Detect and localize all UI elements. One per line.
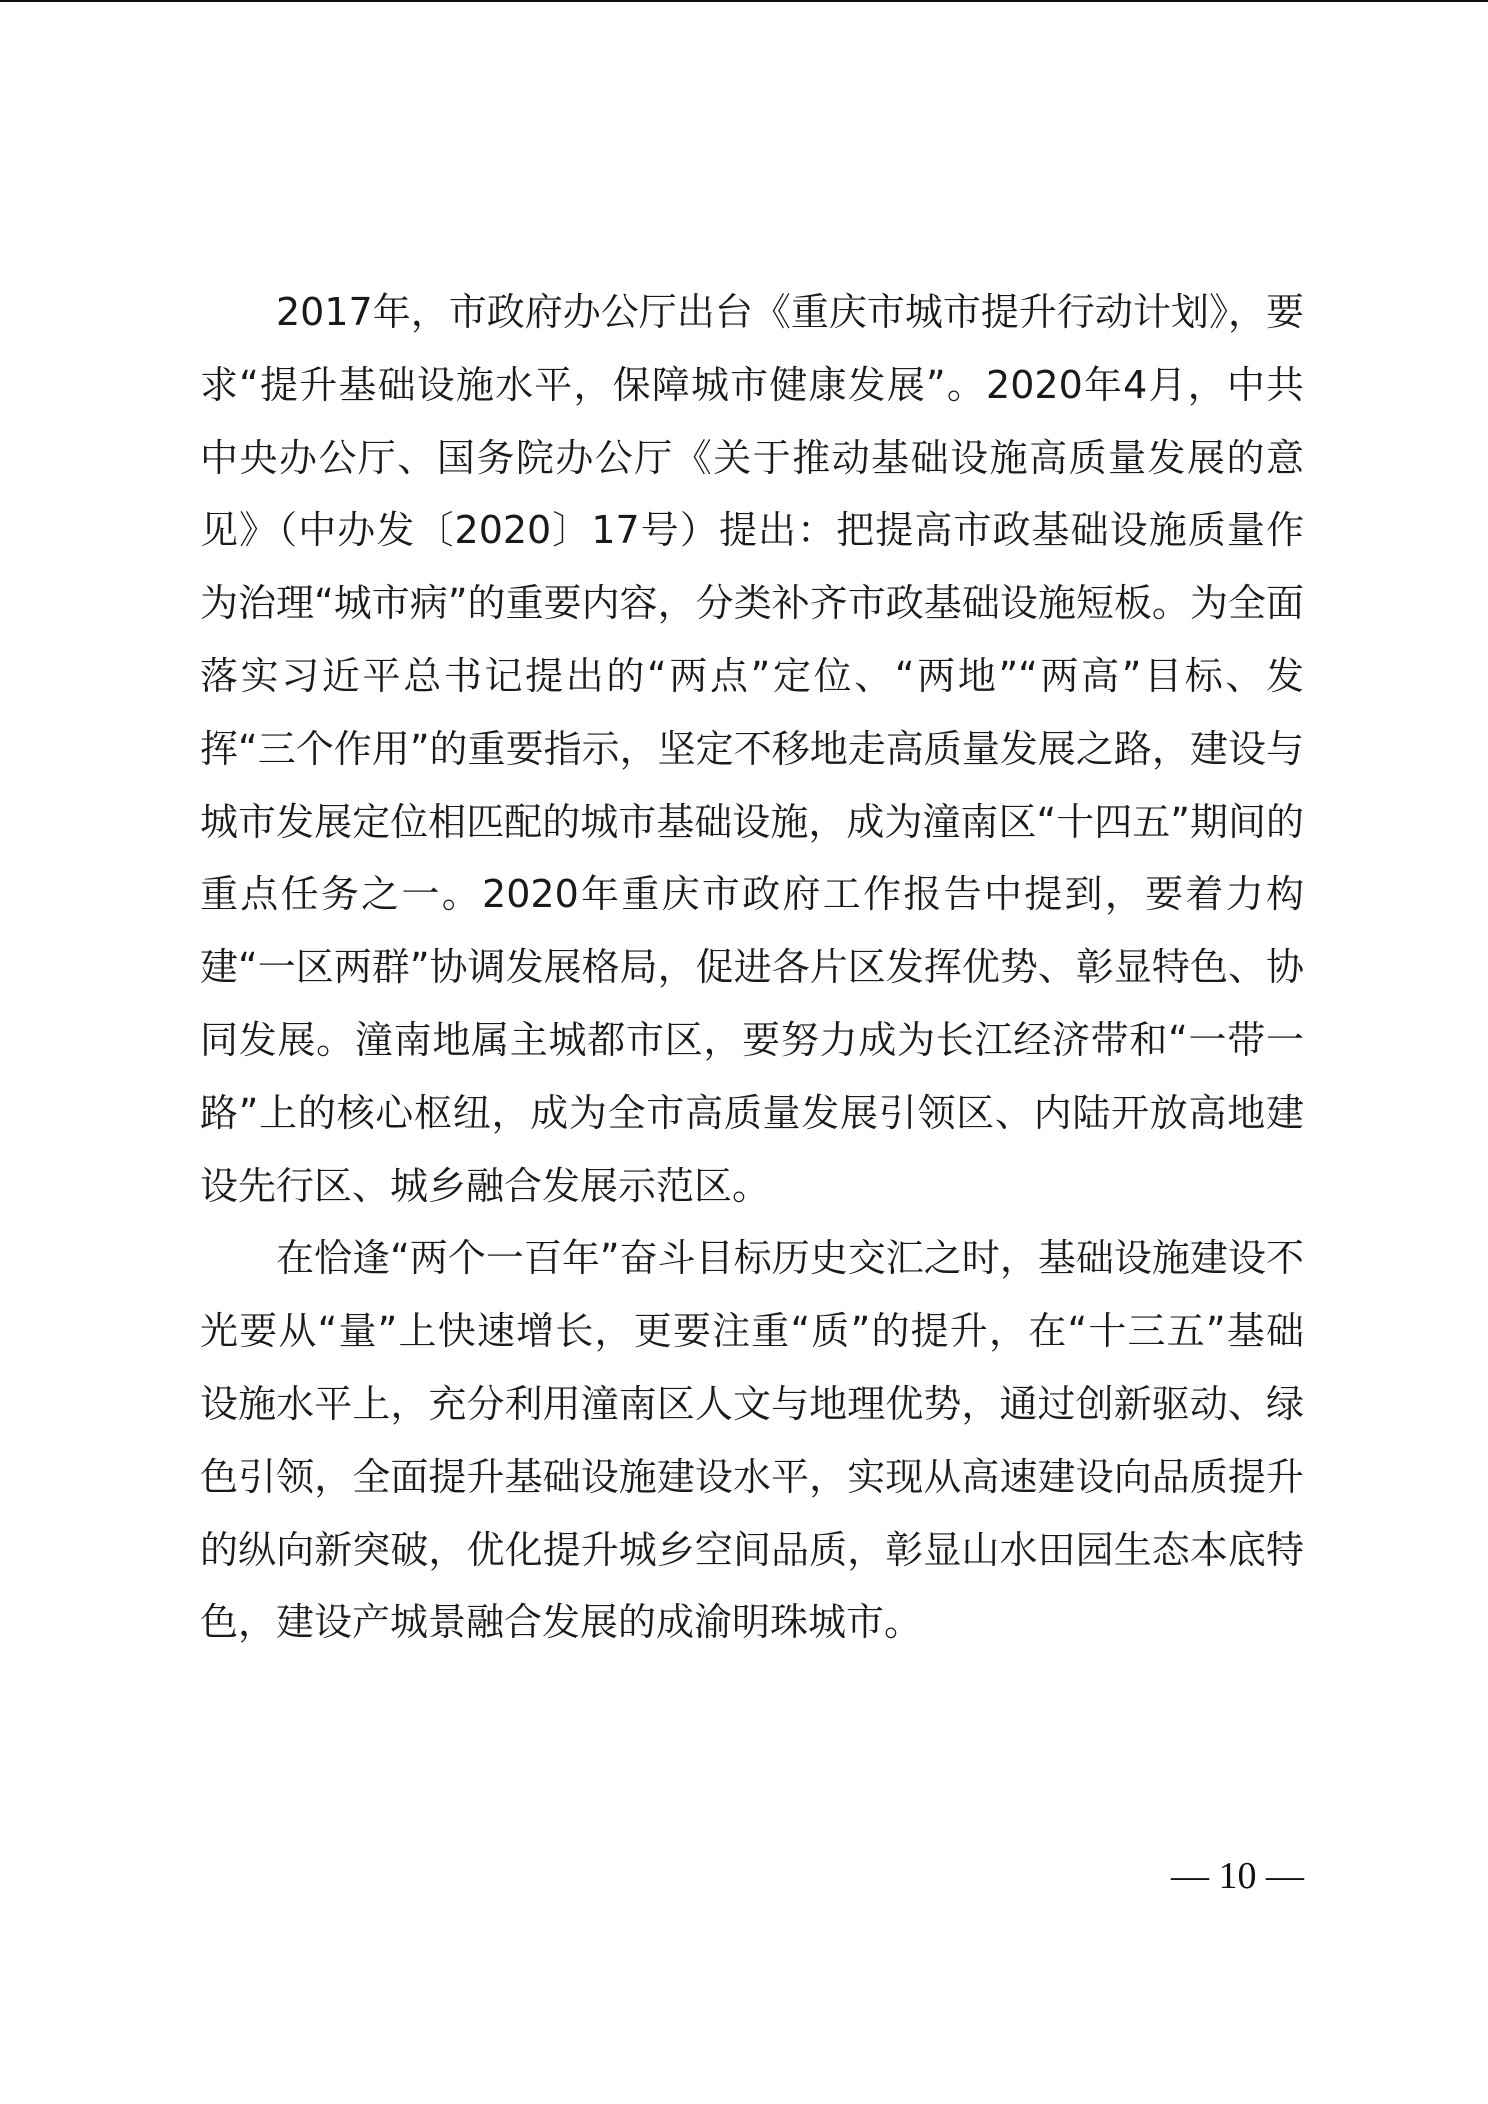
top-border-rule (0, 0, 1488, 2)
page-number: — 10 — (1171, 1855, 1304, 1897)
body-text (200, 276, 1304, 1659)
paragraph-1: 2017年，市政府办公厅出台《重庆市城市提升行动计划》，要求“提升基础设施水平，保障城市健康发展”。2020年4月，中共中央办公厅、国务院办公厅《关于推动基础设施高质量发展的意见》（中办发〔2020〕17号）提出：把提高市政基础设施质量作为治理“城市病”的重要内容，分类补齐市政基础设施短板。为全面落实习近平总书记提出的“两点”定位、“两地”“两高”目标、发挥“三个作用”的重要指示，坚定不移地走高质量发展之路，建设与城市发展定位相匹配的城市基础设施，成为潼南区“十四五”期间的重点任务之一。2020年重庆市政府工作报告中提到，要着力构建“一区两群”协调发展格局，促进各片区发挥优势、彰显特色、协同发展。潼南地属主城都市区，要努力成为长江经济带和“一带一路”上的核心枢纽，成为全市高质量发展引领区、内陆开放高地建设先行区、城乡融合发展示范区。 (200, 290, 1304, 1208)
paragraph-2: 在恰逢“两个一百年”奋斗目标历史交汇之时，基础设施建设不光要从“量”上快速增长，更要注重“质”的提升，在“十三五”基础设施水平上，充分利用潼南区人文与地理优势，通过创新驱动、绿色引领，全面提升基础设施建设水平，实现从高速建设向品质提升的纵向新突破，优化提升城乡空间品质，彰显山水田园生态本底特色，建设产城景融合发展的成渝明珠城市。 (200, 1236, 1304, 1645)
